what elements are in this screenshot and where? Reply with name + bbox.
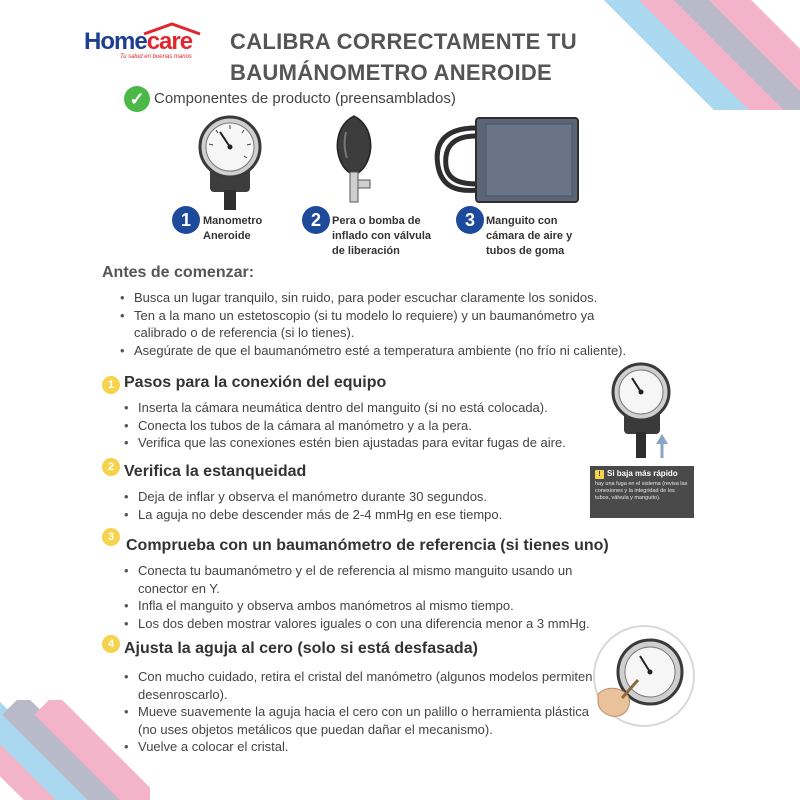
component-2-number: 2	[302, 206, 330, 234]
list-item: • La aguja no debe descender más de 2-4 mmHg en ese tiempo.	[124, 506, 584, 524]
list-item: • Inserta la cámara neumática dentro del manguito (si no está colocada).	[124, 399, 594, 417]
title-line-2: BAUMÁNOMETRO ANEROIDE	[230, 60, 553, 85]
step-2-list	[124, 488, 584, 523]
before-heading: Antes de comenzar:	[102, 264, 255, 281]
leak-warning-box	[590, 466, 694, 518]
decorative-stripes-top-right	[600, 0, 800, 110]
list-item: • Asegúrate de que el baumanómetro esté a temperatura ambiente (no frío ni caliente).	[120, 342, 650, 360]
logo-tagline: Tu salud en buenas manos	[120, 54, 192, 60]
step-3-title: Comprueba con un baumanómetro de referencia (si tienes uno)	[126, 537, 609, 554]
component-1-number: 1	[172, 206, 200, 234]
step-2-badge: 2	[102, 458, 120, 476]
warning-icon: !	[595, 470, 604, 479]
step-2-title: Verifica la estanqueidad	[124, 463, 307, 480]
list-item: • Conecta los tubos de la cámara al manómetro y a la pera.	[124, 417, 594, 435]
list-item: • Los dos deben mostrar valores iguales o con una diferencia menor a 3 mmHg.	[124, 615, 604, 633]
component-1-label: Manometro Aneroide	[203, 215, 263, 242]
logo-wordmark: Homecare	[84, 28, 193, 55]
step-1-list	[124, 399, 594, 452]
warning-title: ! Si baja más rápido	[595, 469, 689, 479]
step-3-badge: 3	[102, 528, 120, 546]
cuff-icon	[432, 114, 582, 214]
inflation-bulb-icon	[330, 112, 380, 212]
component-2-label: Pera o bomba de inflado con válvula de liberación	[332, 215, 432, 257]
list-item: • Verifica que las conexiones estén bien ajustadas para evitar fugas de aire.	[124, 434, 594, 452]
warning-text: hay una fuga en el sistema (revisa las conexiones y la integridad de los tubos, válvula y manguito).	[595, 481, 688, 501]
before-list	[120, 289, 650, 359]
check-icon: ✓	[124, 86, 150, 112]
step-3-list	[124, 562, 604, 632]
component-3-label: Manguito con cámara de aire y tubos de goma	[486, 215, 573, 257]
list-item: • Con mucho cuidado, retira el cristal del manómetro (algunos modelos permiten desenroscarlo).	[124, 668, 606, 703]
list-item: • Busca un lugar tranquilo, sin ruido, para poder escuchar claramente los sonidos.	[120, 289, 650, 307]
list-item: • Infla el manguito y observa ambos manómetros al mismo tiempo.	[124, 597, 604, 615]
list-item: • Deja de inflar y observa el manómetro durante 30 segundos.	[124, 488, 584, 506]
step-1-badge: 1	[102, 376, 120, 394]
list-item: • Conecta tu baumanómetro y el de referencia al mismo manguito usando un conector en Y.	[124, 562, 604, 597]
homecare-logo	[84, 22, 209, 62]
page-title	[230, 26, 590, 88]
list-item: • Ten a la mano un estetoscopio (si tu modelo lo requiere) y un baumanómetro ya calibrado o de referencia (si lo tienes).	[120, 307, 650, 342]
step-4-badge: 4	[102, 635, 120, 653]
aneroid-gauge-icon	[196, 112, 266, 212]
step-1-title: Pasos para la conexión del equipo	[124, 374, 387, 391]
adjust-needle-icon	[592, 624, 696, 728]
gauge-leak-test-icon	[606, 360, 676, 464]
component-3-number: 3	[456, 206, 484, 234]
step-4-title: Ajusta la aguja al cero (solo si está desfasada)	[124, 640, 478, 657]
step-4-list	[124, 668, 606, 756]
title-line-1: CALIBRA CORRECTAMENTE TU	[230, 29, 577, 54]
components-title: Componentes de producto (preensamblados)	[154, 90, 456, 107]
list-item: • Mueve suavemente la aguja hacia el cero con un palillo o herramienta plástica (no uses objetos metálicos que puedan dañar el mecanismo).	[124, 703, 606, 738]
list-item: • Vuelve a colocar el cristal.	[124, 738, 606, 756]
